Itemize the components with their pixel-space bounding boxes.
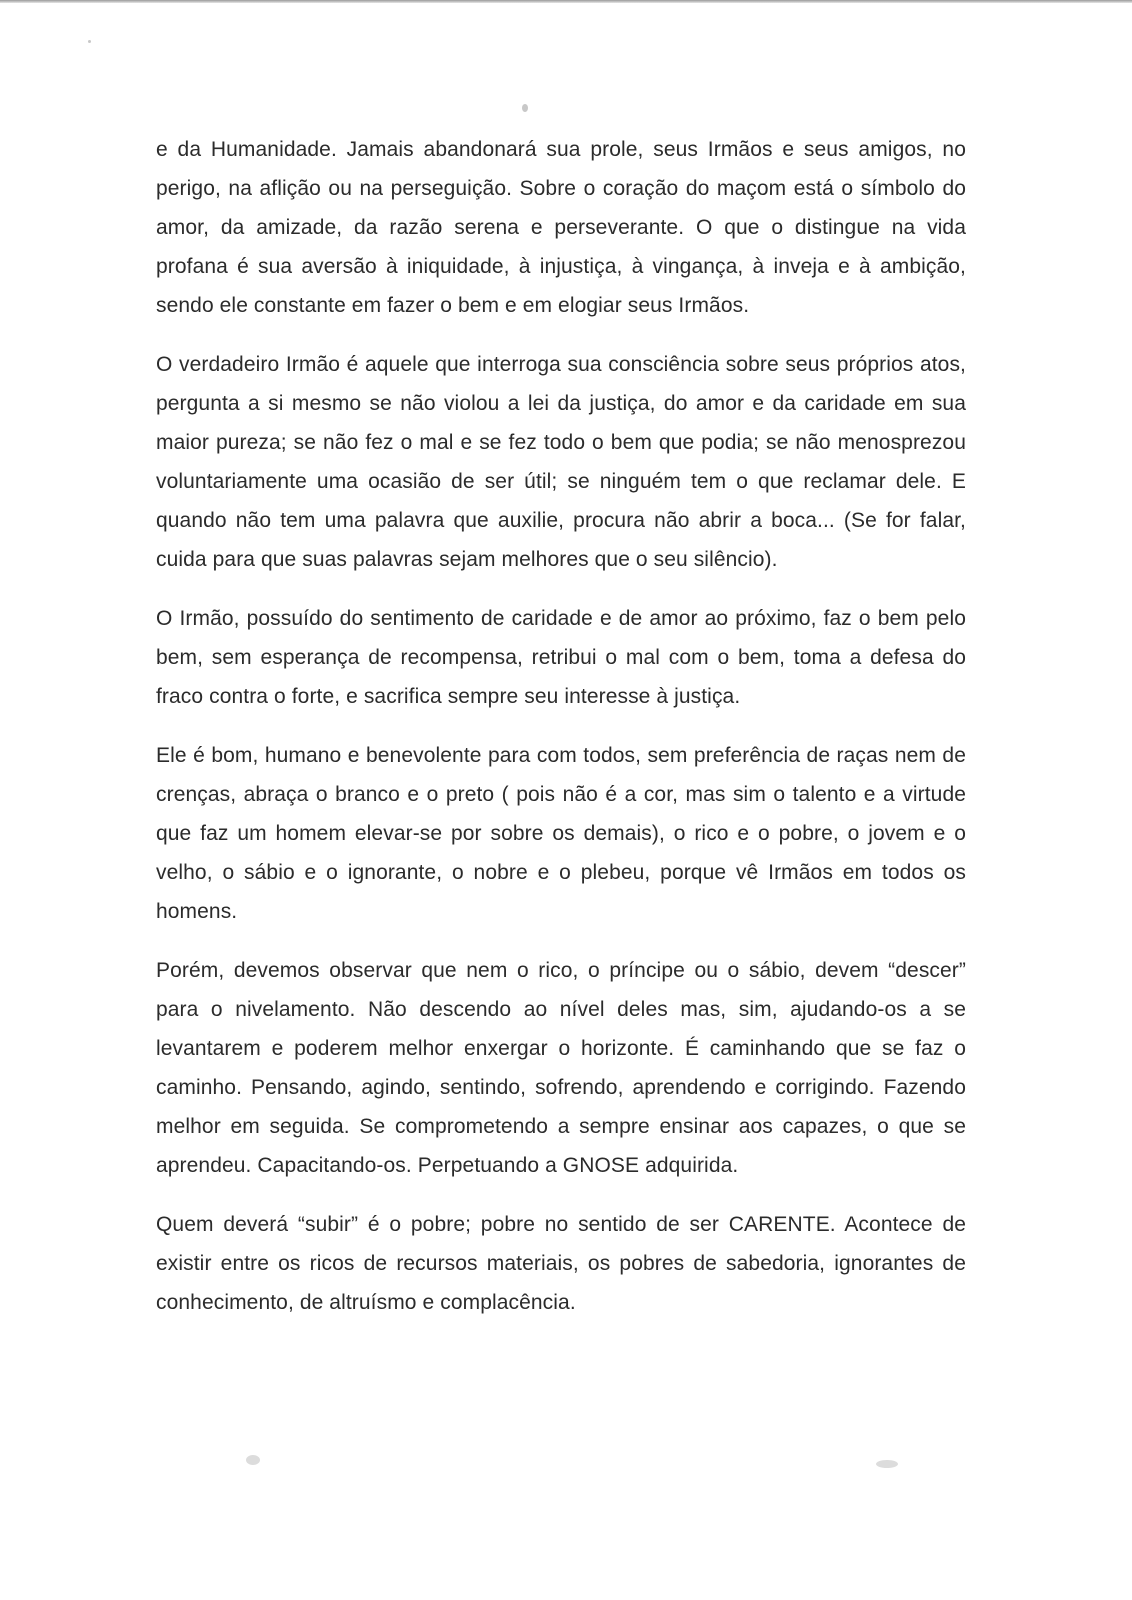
document-body [156, 130, 966, 1342]
paragraph-2: O verdadeiro Irmão é aquele que interroga sua consciência sobre seus próprios atos, pergunta a si mesmo se não violou a lei da justiça, do amor e da caridade em sua maior pureza; se não fez o mal e se fez todo o bem que podia; se não menosprezou voluntariamente uma ocasião de ser útil; se ninguém tem o que reclamar dele. E quando não tem uma palavra que auxilie, procura não abrir a boca... (Se for falar, cuida para que suas palavras sejam melhores que o seu silêncio). [156, 353, 966, 571]
scan-speck [246, 1455, 260, 1465]
paragraph-6: Quem deverá “subir” é o pobre; pobre no sentido de ser CARENTE. Acontece de existir entre os ricos de recursos materiais, os pobres de sabedoria, ignorantes de conhecimento, de altruísmo e complacência. [156, 1213, 966, 1314]
paragraph-4: Ele é bom, humano e benevolente para com todos, sem preferência de raças nem de crenças, abraça o branco e o preto ( pois não é a cor, mas sim o talento e a virtude que faz um homem elevar-se por sobre os demais), o rico e o pobre, o jovem e o velho, o sábio e o ignorante, o nobre e o plebeu, porque vê Irmãos em todos os homens. [156, 744, 966, 923]
paragraph-1: e da Humanidade. Jamais abandonará sua prole, seus Irmãos e seus amigos, no perigo, na aflição ou na perseguição. Sobre o coração do maçom está o símbolo do amor, da amizade, da razão serena e perseverante. O que o distingue na vida profana é sua aversão à iniquidade, à injustiça, à vingança, à inveja e à ambição, sendo ele constante em fazer o bem e em elogiar seus Irmãos. [156, 138, 966, 317]
paragraph-3: O Irmão, possuído do sentimento de caridade e de amor ao próximo, faz o bem pelo bem, sem esperança de recompensa, retribui o mal com o bem, toma a defesa do fraco contra o forte, e sacrifica sempre seu interesse à justiça. [156, 607, 966, 708]
scan-speck [522, 104, 528, 112]
scan-top-edge [0, 0, 1132, 3]
paragraph-5: Porém, devemos observar que nem o rico, o príncipe ou o sábio, devem “descer” para o nivelamento. Não descendo ao nível deles mas, sim, ajudando-os a se levantarem e poderem melhor enxergar o horizonte. É caminhando que se faz o caminho. Pensando, agindo, sentindo, sofrendo, aprendendo e corrigindo. Fazendo melhor em seguida. Se comprometendo a sempre ensinar aos capazes, o que se aprendeu. Capacitando-os. Perpetuando a GNOSE adquirida. [156, 959, 966, 1177]
scan-speck [876, 1460, 898, 1468]
scan-speck [88, 40, 91, 43]
